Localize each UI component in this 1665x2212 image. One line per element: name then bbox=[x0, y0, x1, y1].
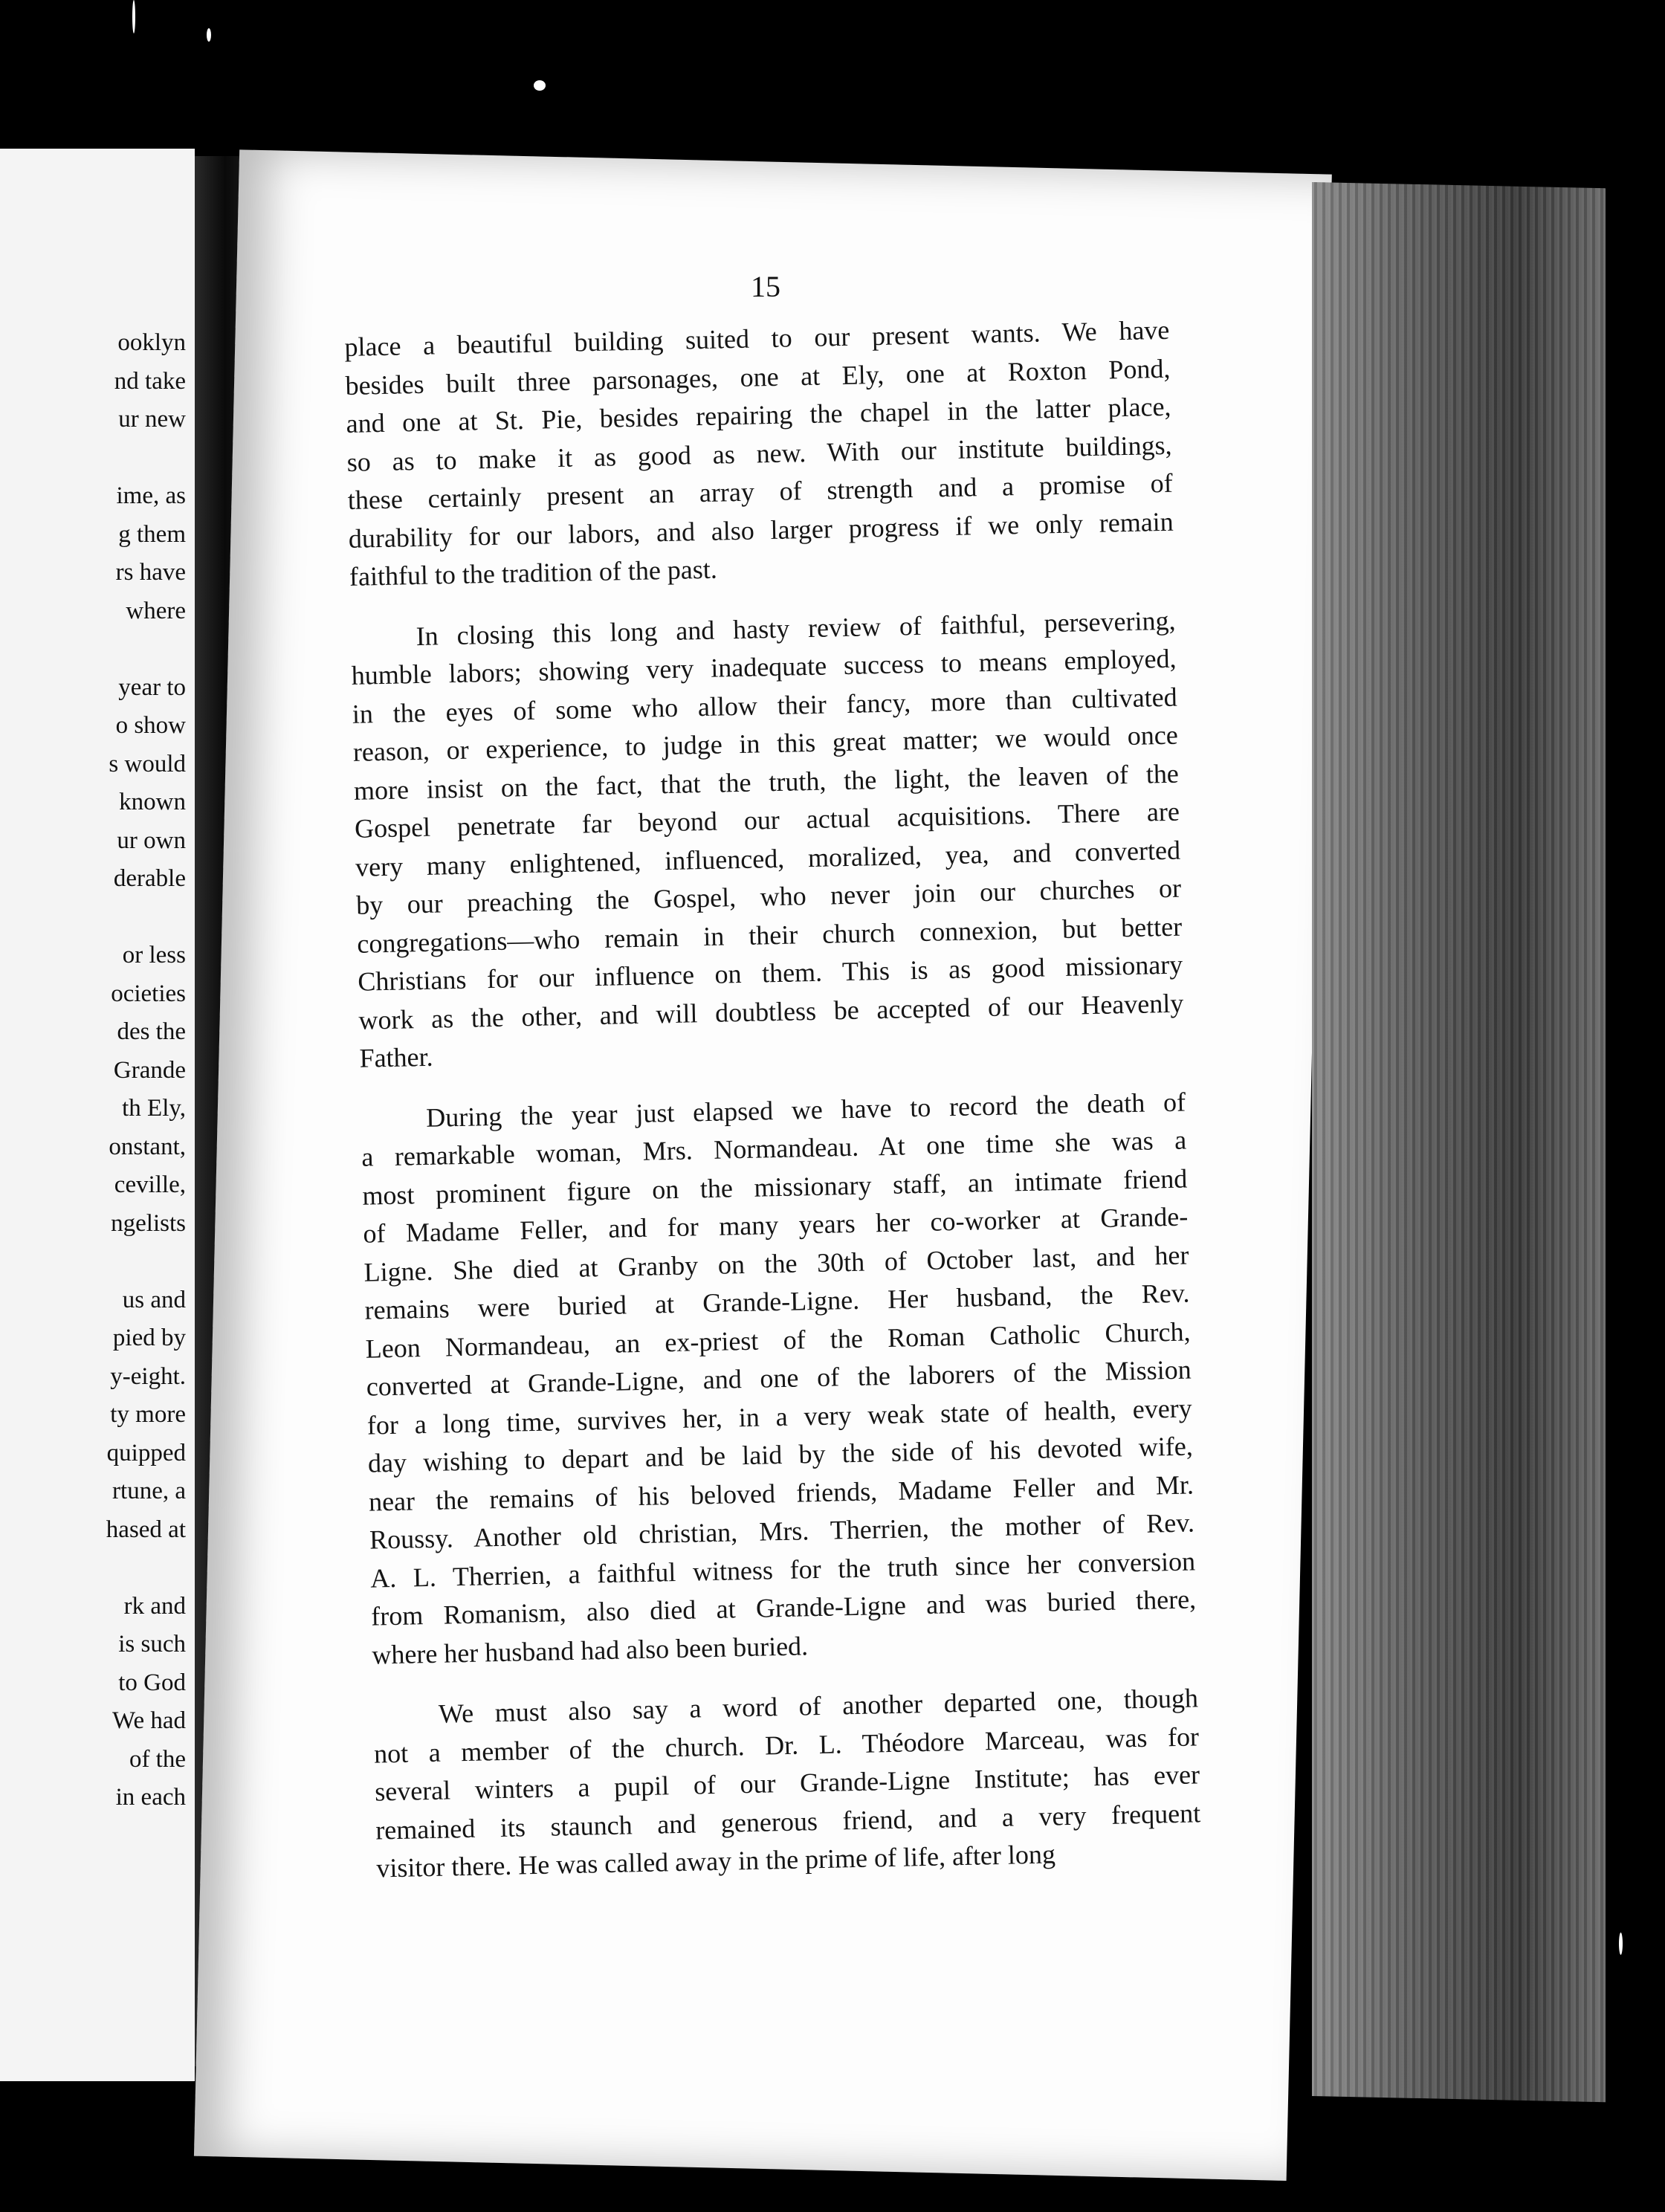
text-line: In closing this long and hasty review of faithful, persevering, bbox=[416, 605, 1176, 651]
previous-page-fragment bbox=[0, 149, 195, 2081]
page-number: 15 bbox=[751, 270, 780, 303]
text-line: several winters a pupil of our Grande-Ligne Institute; has ever bbox=[374, 1759, 1200, 1807]
page-body-text bbox=[344, 311, 1202, 1888]
paragraph bbox=[350, 601, 1185, 1078]
text-line: not a member of the church. Dr. L. Théodore Marceau, was for bbox=[373, 1721, 1200, 1769]
text-line: We must also say a word of another departed one, though bbox=[438, 1683, 1199, 1729]
previous-page-line: rtune, a bbox=[112, 1478, 186, 1504]
text-line: Father. bbox=[359, 1041, 433, 1073]
scan-speck bbox=[534, 80, 546, 91]
previous-page-line: hased at bbox=[106, 1516, 186, 1543]
previous-page-line: or less bbox=[122, 942, 186, 968]
previous-page-line: g them bbox=[118, 520, 186, 548]
previous-page-line: o show bbox=[115, 712, 186, 739]
text-line: Leon Normandeau, an ex-priest of the Roman Catholic Church, bbox=[365, 1316, 1191, 1364]
previous-page-line: ime, as bbox=[116, 482, 186, 509]
previous-page-line: nd take bbox=[114, 367, 186, 395]
text-line: so as to make it as good as new. With our institute buildings, bbox=[346, 430, 1172, 477]
previous-page-line: th Ely, bbox=[122, 1095, 186, 1122]
text-line: besides built three parsonages, one at Ely, one at Roxton Pond, bbox=[345, 353, 1171, 401]
text-line: humble labors; showing very inadequate success to means employed, bbox=[351, 643, 1177, 691]
text-line: most prominent figure on the missionary staff, an intimate friend bbox=[362, 1163, 1188, 1211]
text-line: remains were buried at Grande-Ligne. Her husband, the Rev. bbox=[364, 1278, 1190, 1325]
previous-page-line: quipped bbox=[106, 1439, 186, 1466]
text-line: reason, or experience, to judge in this great matter; we would once bbox=[352, 719, 1179, 767]
scan-speck bbox=[1619, 1933, 1623, 1955]
previous-page-line: known bbox=[119, 789, 186, 815]
previous-page-line: ooklyn bbox=[117, 329, 186, 356]
previous-page-line: Grande bbox=[113, 1056, 186, 1084]
text-line: these certainly present an array of strength and a promise of bbox=[347, 468, 1174, 515]
previous-page-line: us and bbox=[122, 1286, 186, 1313]
text-line: congregations—who remain in their church connexion, but better bbox=[356, 911, 1183, 959]
previous-page-line: s would bbox=[109, 750, 186, 777]
text-line: a remarkable woman, Mrs. Normandeau. At one time she was a bbox=[361, 1125, 1187, 1172]
text-line: very many enlightened, influenced, moralized, yea, and converted bbox=[355, 835, 1181, 882]
previous-page-line: derable bbox=[113, 865, 186, 892]
text-line: A. L. Therrien, a faithful witness for the truth since her conversion bbox=[369, 1545, 1196, 1594]
previous-page-line: des the bbox=[117, 1018, 186, 1045]
text-line: in the eyes of some who allow their fancy, more than cultivated bbox=[352, 682, 1178, 729]
text-line: durability for our labors, and also larger progress if we only remain bbox=[348, 506, 1174, 554]
text-line: day wishing to depart and be laid by the side of his devoted wife, bbox=[367, 1431, 1194, 1478]
text-line: converted at Grande-Ligne, and one of the laborers of the Mission bbox=[366, 1354, 1192, 1402]
previous-page-line: onstant, bbox=[109, 1133, 186, 1160]
text-line: from Romanism, also died at Grande-Ligne and was buried there, bbox=[370, 1584, 1197, 1631]
text-line: visitor there. He was called away in the prime of life, after long bbox=[375, 1839, 1056, 1883]
previous-page-line: ocieties bbox=[111, 980, 186, 1007]
text-line: work as the other, and will doubtless be accepted of our Heavenly bbox=[358, 988, 1184, 1035]
paragraph bbox=[344, 311, 1174, 597]
previous-page-line: pied by bbox=[112, 1325, 186, 1351]
previous-page-line: ty more bbox=[110, 1401, 186, 1428]
scan-speck bbox=[132, 0, 135, 33]
previous-page-line: in each bbox=[115, 1784, 186, 1811]
previous-page-line: to God bbox=[118, 1669, 186, 1696]
text-line: faithful to the tradition of the past. bbox=[349, 554, 718, 592]
text-line: where her husband had also been buried. bbox=[371, 1630, 809, 1670]
previous-page-line: where bbox=[126, 597, 186, 624]
text-line: for a long time, survives her, in a very weak state of health, every bbox=[366, 1392, 1193, 1440]
text-line: of Madame Feller, and for many years her co-worker at Grande- bbox=[363, 1201, 1189, 1249]
text-line: near the remains of his beloved friends, Madame Feller and Mr. bbox=[368, 1469, 1194, 1517]
previous-page-line: is such bbox=[118, 1631, 186, 1658]
previous-page-line: ngelists bbox=[111, 1209, 186, 1237]
previous-page-line: ur new bbox=[118, 406, 186, 433]
text-line: During the year just elapsed we have to record the death of bbox=[425, 1087, 1186, 1133]
paragraph bbox=[373, 1679, 1202, 1888]
previous-page-line: ur own bbox=[117, 827, 186, 854]
previous-page-line: y-eight. bbox=[110, 1362, 186, 1390]
previous-page-line: rk and bbox=[123, 1592, 186, 1620]
page-block-edges bbox=[1312, 182, 1606, 2102]
previous-page-line: rs have bbox=[115, 559, 186, 586]
text-line: Christians for our influence on them. This is as good missionary bbox=[357, 949, 1183, 997]
previous-page-line: of the bbox=[129, 1745, 186, 1773]
previous-page-line: ceville, bbox=[114, 1171, 186, 1198]
previous-page-line: We had bbox=[111, 1707, 186, 1734]
text-line: Gospel penetrate far beyond our actual acquisitions. There are bbox=[354, 796, 1180, 844]
previous-page-line: year to bbox=[118, 673, 186, 701]
text-line: place a beautiful building suited to our present wants. We have bbox=[344, 314, 1170, 362]
paragraph bbox=[361, 1083, 1197, 1675]
text-line: Ligne. She died at Granby on the 30th of October last, and her bbox=[363, 1239, 1189, 1287]
text-line: by our preaching the Gospel, who never join our churches or bbox=[355, 873, 1182, 920]
text-line: more insist on the fact, that the truth, the light, the leaven of the bbox=[353, 758, 1180, 806]
text-line: remained its staunch and generous friend, and a very frequent bbox=[375, 1797, 1201, 1846]
text-line: Roussy. Another old christian, Mrs. Therrien, the mother of Rev. bbox=[369, 1507, 1195, 1555]
text-line: and one at St. Pie, besides repairing the chapel in the latter place, bbox=[346, 391, 1171, 439]
scan-speck bbox=[207, 28, 211, 42]
